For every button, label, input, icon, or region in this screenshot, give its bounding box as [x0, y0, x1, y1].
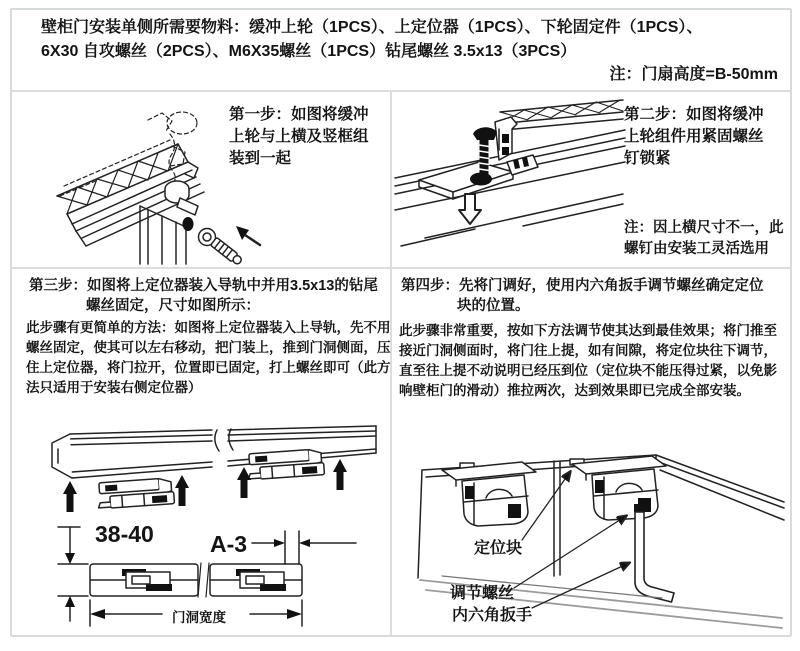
header-line-1: 壁柜门安装单侧所需要物料：缓冲上轮（1PCS）、上定位器（1PCS）、下轮固定件（1PCS）、 — [41, 19, 703, 36]
step3-body-2: 螺丝固定，使其可以左右移动，把门装上，推到门洞侧面，压 — [26, 340, 391, 355]
step4-body-4: 响壁柜门的滑动）推拉两次，达到效果即已完成全部安装。 — [399, 383, 750, 398]
step4-title-1: 第四步：先将门调好，使用内六角扳手调节螺丝确定定位 — [401, 278, 764, 294]
step4-body-2: 接近门洞侧面时，将门往上提，如有间隙，将定位块往下调节， — [399, 343, 777, 358]
step1-text-3: 装到一起 — [229, 150, 292, 167]
step2-text-2: 上轮组件用紧固螺丝 — [624, 128, 764, 145]
label-adjust-screw: 调节螺丝 — [450, 585, 515, 602]
outer-frame — [10, 8, 792, 637]
step4-body-3: 直至往上提不动说明已经压到位（定位块不能压得过紧，以免影 — [399, 363, 777, 378]
divider-rows — [12, 267, 790, 269]
step3-body-3: 住上定位器，将门拉开，位置即已固定，打上螺丝即可（此方 — [26, 360, 391, 375]
step2-note-1: 注：因上横尺寸不一，此 — [624, 220, 784, 236]
step1-text-1: 第一步：如图将缓冲 — [229, 106, 369, 123]
step3-rail-dimension-diagram — [22, 425, 382, 631]
step2-text-1: 第二步：如图将缓冲 — [624, 106, 764, 123]
step4-title-2: 块的位置。 — [457, 298, 530, 314]
step3-body-4: 法只适用于安装右侧定位器） — [26, 380, 202, 395]
step3-title-1: 第三步：如图将上定位器装入导轨中并用3.5x13的钻尾 — [29, 278, 378, 294]
divider-header — [12, 90, 790, 92]
step2-track-screw-illustration — [395, 98, 625, 266]
label-hex-wrench: 内六角扳手 — [452, 607, 533, 624]
step1-text-2: 上轮与上横及竖框组 — [229, 128, 369, 145]
step2-note-2: 螺钉由安装工灵活选用 — [624, 241, 769, 257]
header-note: 注：门扇高度=B-50mm — [609, 66, 778, 83]
dim-label-end-gap: A-3 — [210, 531, 248, 557]
step3-body-1: 此步骤有更简单的方法：如图将上定位器装入上导轨，先不用 — [26, 320, 391, 335]
dim-label-opening-width: 门洞宽度 — [172, 610, 226, 625]
step2-text-3: 钉锁紧 — [624, 150, 671, 167]
dim-label-height: 38-40 — [95, 521, 154, 547]
step3-title-2: 螺丝固定，尺寸如图所示： — [86, 298, 260, 314]
label-positioning-block: 定位块 — [474, 540, 523, 557]
header-line-2: 6X30 自攻螺丝（2PCS）、M6X35螺丝（1PCS）钻尾螺丝 3.5x13（3PCS） — [41, 43, 577, 60]
step4-body-1: 此步骤非常重要，按如下方法调节使其达到最佳效果；将门推至 — [399, 323, 777, 338]
